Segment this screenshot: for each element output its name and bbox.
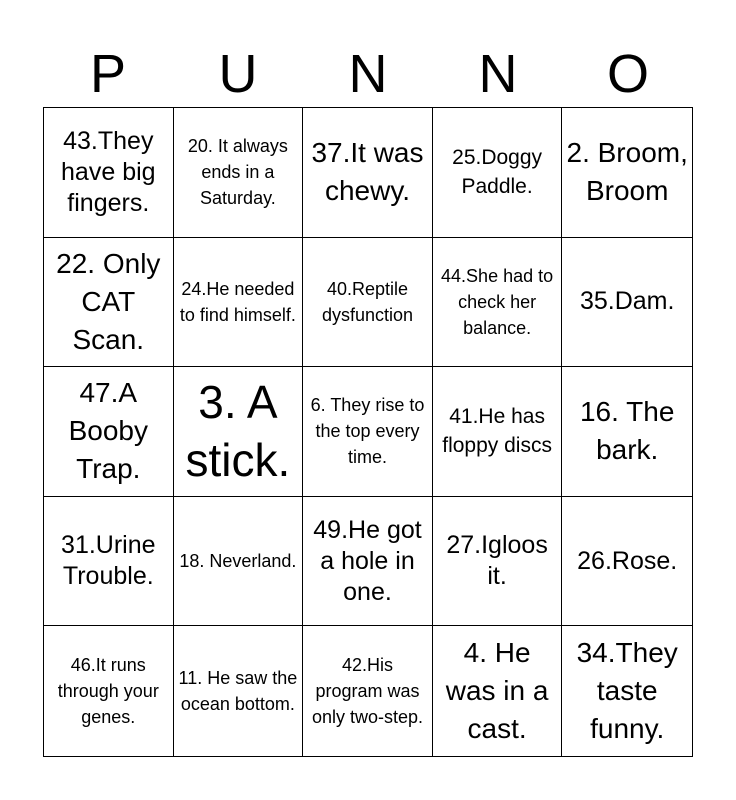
cell-text: 20. It always ends in a Saturday. bbox=[187, 136, 288, 209]
bingo-cell-r5c1[interactable] bbox=[44, 626, 174, 756]
bingo-card-grid bbox=[43, 107, 693, 757]
bingo-cell-r4c5[interactable] bbox=[562, 497, 692, 627]
cell-text: 18. Neverland. bbox=[179, 551, 297, 572]
cell-text: 47.A Booby Trap. bbox=[68, 377, 148, 485]
cell-text: 42.His program was only two-step. bbox=[311, 655, 424, 728]
cell-text: 27.Igloos it. bbox=[446, 531, 548, 591]
cell-text: 2. Broom, Broom bbox=[566, 137, 688, 207]
cell-text: 34.They taste funny. bbox=[576, 637, 678, 745]
header-letter-p: P bbox=[89, 44, 127, 104]
bingo-cell-r5c2[interactable] bbox=[174, 626, 304, 756]
cell-text: 37.It was chewy. bbox=[311, 137, 424, 207]
bingo-cell-r5c5[interactable] bbox=[562, 626, 692, 756]
header-letter-u: U bbox=[218, 44, 258, 104]
bingo-cell-r3c2[interactable] bbox=[174, 367, 304, 497]
cell-text: 4. He was in a cast. bbox=[445, 637, 549, 745]
bingo-cell-r2c5[interactable] bbox=[562, 238, 692, 368]
bingo-cell-r3c1[interactable] bbox=[44, 367, 174, 497]
cell-text: 40.Reptile dysfunction bbox=[321, 278, 414, 325]
bingo-cell-r3c5[interactable] bbox=[562, 367, 692, 497]
cell-text: 6. They rise to the top every time. bbox=[310, 395, 425, 468]
bingo-cell-r3c3[interactable] bbox=[303, 367, 433, 497]
header-letter-o: O bbox=[606, 44, 649, 104]
bingo-cell-r2c2[interactable] bbox=[174, 238, 304, 368]
cell-text: 46.It runs through your genes. bbox=[57, 655, 159, 728]
cell-text: 25.Doggy Paddle. bbox=[452, 146, 543, 199]
bingo-cell-r1c3[interactable] bbox=[303, 108, 433, 238]
bingo-cell-r2c4[interactable] bbox=[433, 238, 563, 368]
cell-text: 31.Urine Trouble. bbox=[61, 531, 156, 591]
bingo-header bbox=[43, 42, 693, 106]
bingo-cell-r4c4[interactable] bbox=[433, 497, 563, 627]
cell-text: 43.They have big fingers. bbox=[61, 126, 156, 217]
cell-text: 11. He saw the ocean bottom. bbox=[178, 668, 298, 715]
cell-text: 24.He needed to find himself. bbox=[179, 278, 296, 325]
bingo-cell-r4c1[interactable] bbox=[44, 497, 174, 627]
cell-text: 22. Only CAT Scan. bbox=[56, 247, 161, 355]
header-letter-n2: N bbox=[478, 44, 518, 104]
bingo-cell-r4c2[interactable] bbox=[174, 497, 304, 627]
cell-text: 16. The bark. bbox=[579, 396, 675, 466]
cell-text: 3. A stick. bbox=[185, 376, 291, 487]
bingo-cell-r4c3[interactable] bbox=[303, 497, 433, 627]
bingo-cell-r1c5[interactable] bbox=[562, 108, 692, 238]
cell-text: 41.He has floppy discs bbox=[442, 405, 552, 458]
bingo-cell-r5c3[interactable] bbox=[303, 626, 433, 756]
bingo-cell-r3c4[interactable] bbox=[433, 367, 563, 497]
bingo-cell-r1c2[interactable] bbox=[174, 108, 304, 238]
bingo-cell-r2c3[interactable] bbox=[303, 238, 433, 368]
cell-text: 35.Dam. bbox=[579, 287, 675, 316]
bingo-cell-r1c4[interactable] bbox=[433, 108, 563, 238]
header-letter-n1: N bbox=[348, 44, 388, 104]
bingo-cell-r1c1[interactable] bbox=[44, 108, 174, 238]
cell-text: 44.She had to check her balance. bbox=[441, 265, 554, 338]
bingo-cell-r5c4[interactable] bbox=[433, 626, 563, 756]
bingo-cell-r2c1[interactable] bbox=[44, 238, 174, 368]
cell-text: 26.Rose. bbox=[577, 546, 678, 575]
cell-text: 49.He got a hole in one. bbox=[313, 515, 422, 606]
